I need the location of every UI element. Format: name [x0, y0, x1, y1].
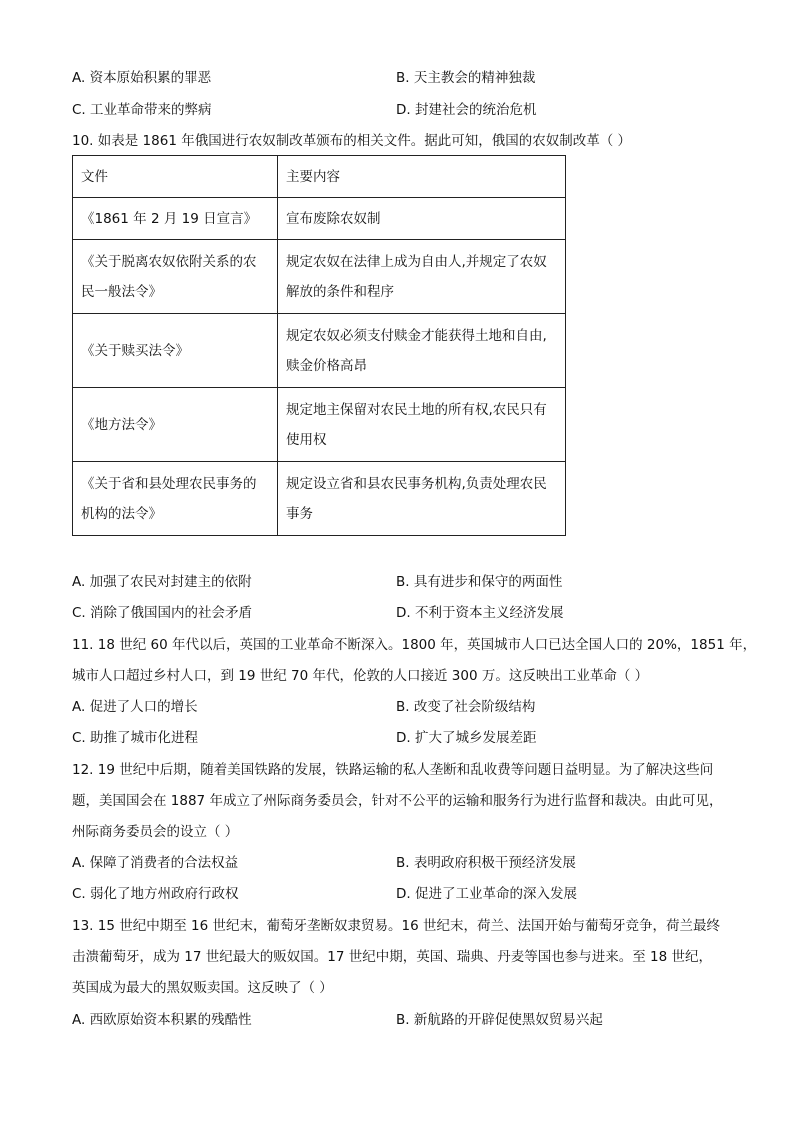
q9-option-c: C. 工业革命带来的弊病 — [72, 102, 212, 118]
table-cell-document: 《地方法令》 — [73, 388, 278, 462]
table-header-cell: 主要内容 — [278, 156, 566, 198]
q11-option-c: C. 助推了城市化进程 — [72, 730, 199, 746]
q13-option-b: B. 新航路的开辟促使黑奴贸易兴起 — [396, 1012, 603, 1028]
q13-stem-line1: 13. 15 世纪中期至 16 世纪末，葡萄牙垄断奴隶贸易。16 世纪末，荷兰、法国开始与葡萄牙竞争，荷兰最终 — [72, 918, 720, 934]
q12-option-a: A. 保障了消费者的合法权益 — [72, 855, 239, 871]
q10-option-c: C. 消除了俄国国内的社会矛盾 — [72, 605, 253, 621]
table-row — [73, 198, 566, 240]
q9-option-b: B. 天主教会的精神独裁 — [396, 70, 536, 86]
table-cell-document: 《1861 年 2 月 19 日宣言》 — [73, 198, 278, 240]
table-row — [73, 388, 566, 462]
q12-option-d: D. 促进了工业革命的深入发展 — [396, 886, 577, 902]
q12-stem-line2: 题，美国国会在 1887 年成立了州际商务委员会，针对不公平的运输和服务行为进行监督和裁决。由此可见， — [72, 793, 723, 809]
table-cell-content: 规定设立省和县农民事务机构,负责处理农民事务 — [278, 462, 566, 536]
q12-stem-line3: 州际商务委员会的设立（ ） — [72, 824, 239, 840]
table-row — [73, 314, 566, 388]
q13-stem-line2: 击溃葡萄牙，成为 17 世纪最大的贩奴国。17 世纪中期，英国、瑞典、丹麦等国也参与进来。至 18 世纪， — [72, 949, 712, 965]
q10-option-a: A. 加强了农民对封建主的依附 — [72, 574, 252, 590]
q10-stem: 10. 如表是 1861 年俄国进行农奴制改革颁布的相关文件。据此可知，俄国的农奴制改革（ ） — [72, 133, 631, 149]
q12-option-c: C. 弱化了地方州政府行政权 — [72, 886, 239, 902]
table-row — [73, 240, 566, 314]
q11-option-a: A. 促进了人口的增长 — [72, 699, 198, 715]
table-cell-document: 《关于赎买法令》 — [73, 314, 278, 388]
q11-option-d: D. 扩大了城乡发展差距 — [396, 730, 537, 746]
q13-stem-line3: 英国成为最大的黑奴贩卖国。这反映了（ ） — [72, 980, 333, 996]
q10-table — [72, 155, 566, 536]
q11-option-b: B. 改变了社会阶级结构 — [396, 699, 536, 715]
q9-option-d: D. 封建社会的统治危机 — [396, 102, 537, 118]
q9-option-a: A. 资本原始积累的罪恶 — [72, 70, 212, 86]
table-header-cell: 文件 — [73, 156, 278, 198]
q13-option-a: A. 西欧原始资本积累的残酷性 — [72, 1012, 252, 1028]
q10-option-d: D. 不利于资本主义经济发展 — [396, 605, 564, 621]
table-cell-document: 《关于脱离农奴依附关系的农民一般法令》 — [73, 240, 278, 314]
table-cell-content: 宣布废除农奴制 — [278, 198, 566, 240]
q11-stem-line2: 城市人口超过乡村人口，到 19 世纪 70 年代，伦敦的人口接近 300 万。这反映出工业革命（ ） — [72, 668, 649, 684]
q11-stem-line1: 11. 18 世纪 60 年代以后，英国的工业革命不断深入。1800 年，英国城市人口已达全国人口的 20%，1851 年， — [72, 637, 757, 653]
table-cell-content: 规定农奴在法律上成为自由人,并规定了农奴解放的条件和程序 — [278, 240, 566, 314]
table-cell-content: 规定地主保留对农民土地的所有权,农民只有使用权 — [278, 388, 566, 462]
q10-option-b: B. 具有进步和保守的两面性 — [396, 574, 563, 590]
table-header-row — [73, 156, 566, 198]
table-cell-content: 规定农奴必须支付赎金才能获得土地和自由,赎金价格高昂 — [278, 314, 566, 388]
q12-option-b: B. 表明政府积极干预经济发展 — [396, 855, 576, 871]
table-row — [73, 462, 566, 536]
table-cell-document: 《关于省和县处理农民事务的机构的法令》 — [73, 462, 278, 536]
q12-stem-line1: 12. 19 世纪中后期，随着美国铁路的发展，铁路运输的私人垄断和乱收费等问题日益明显。为了解决这些问 — [72, 762, 714, 778]
